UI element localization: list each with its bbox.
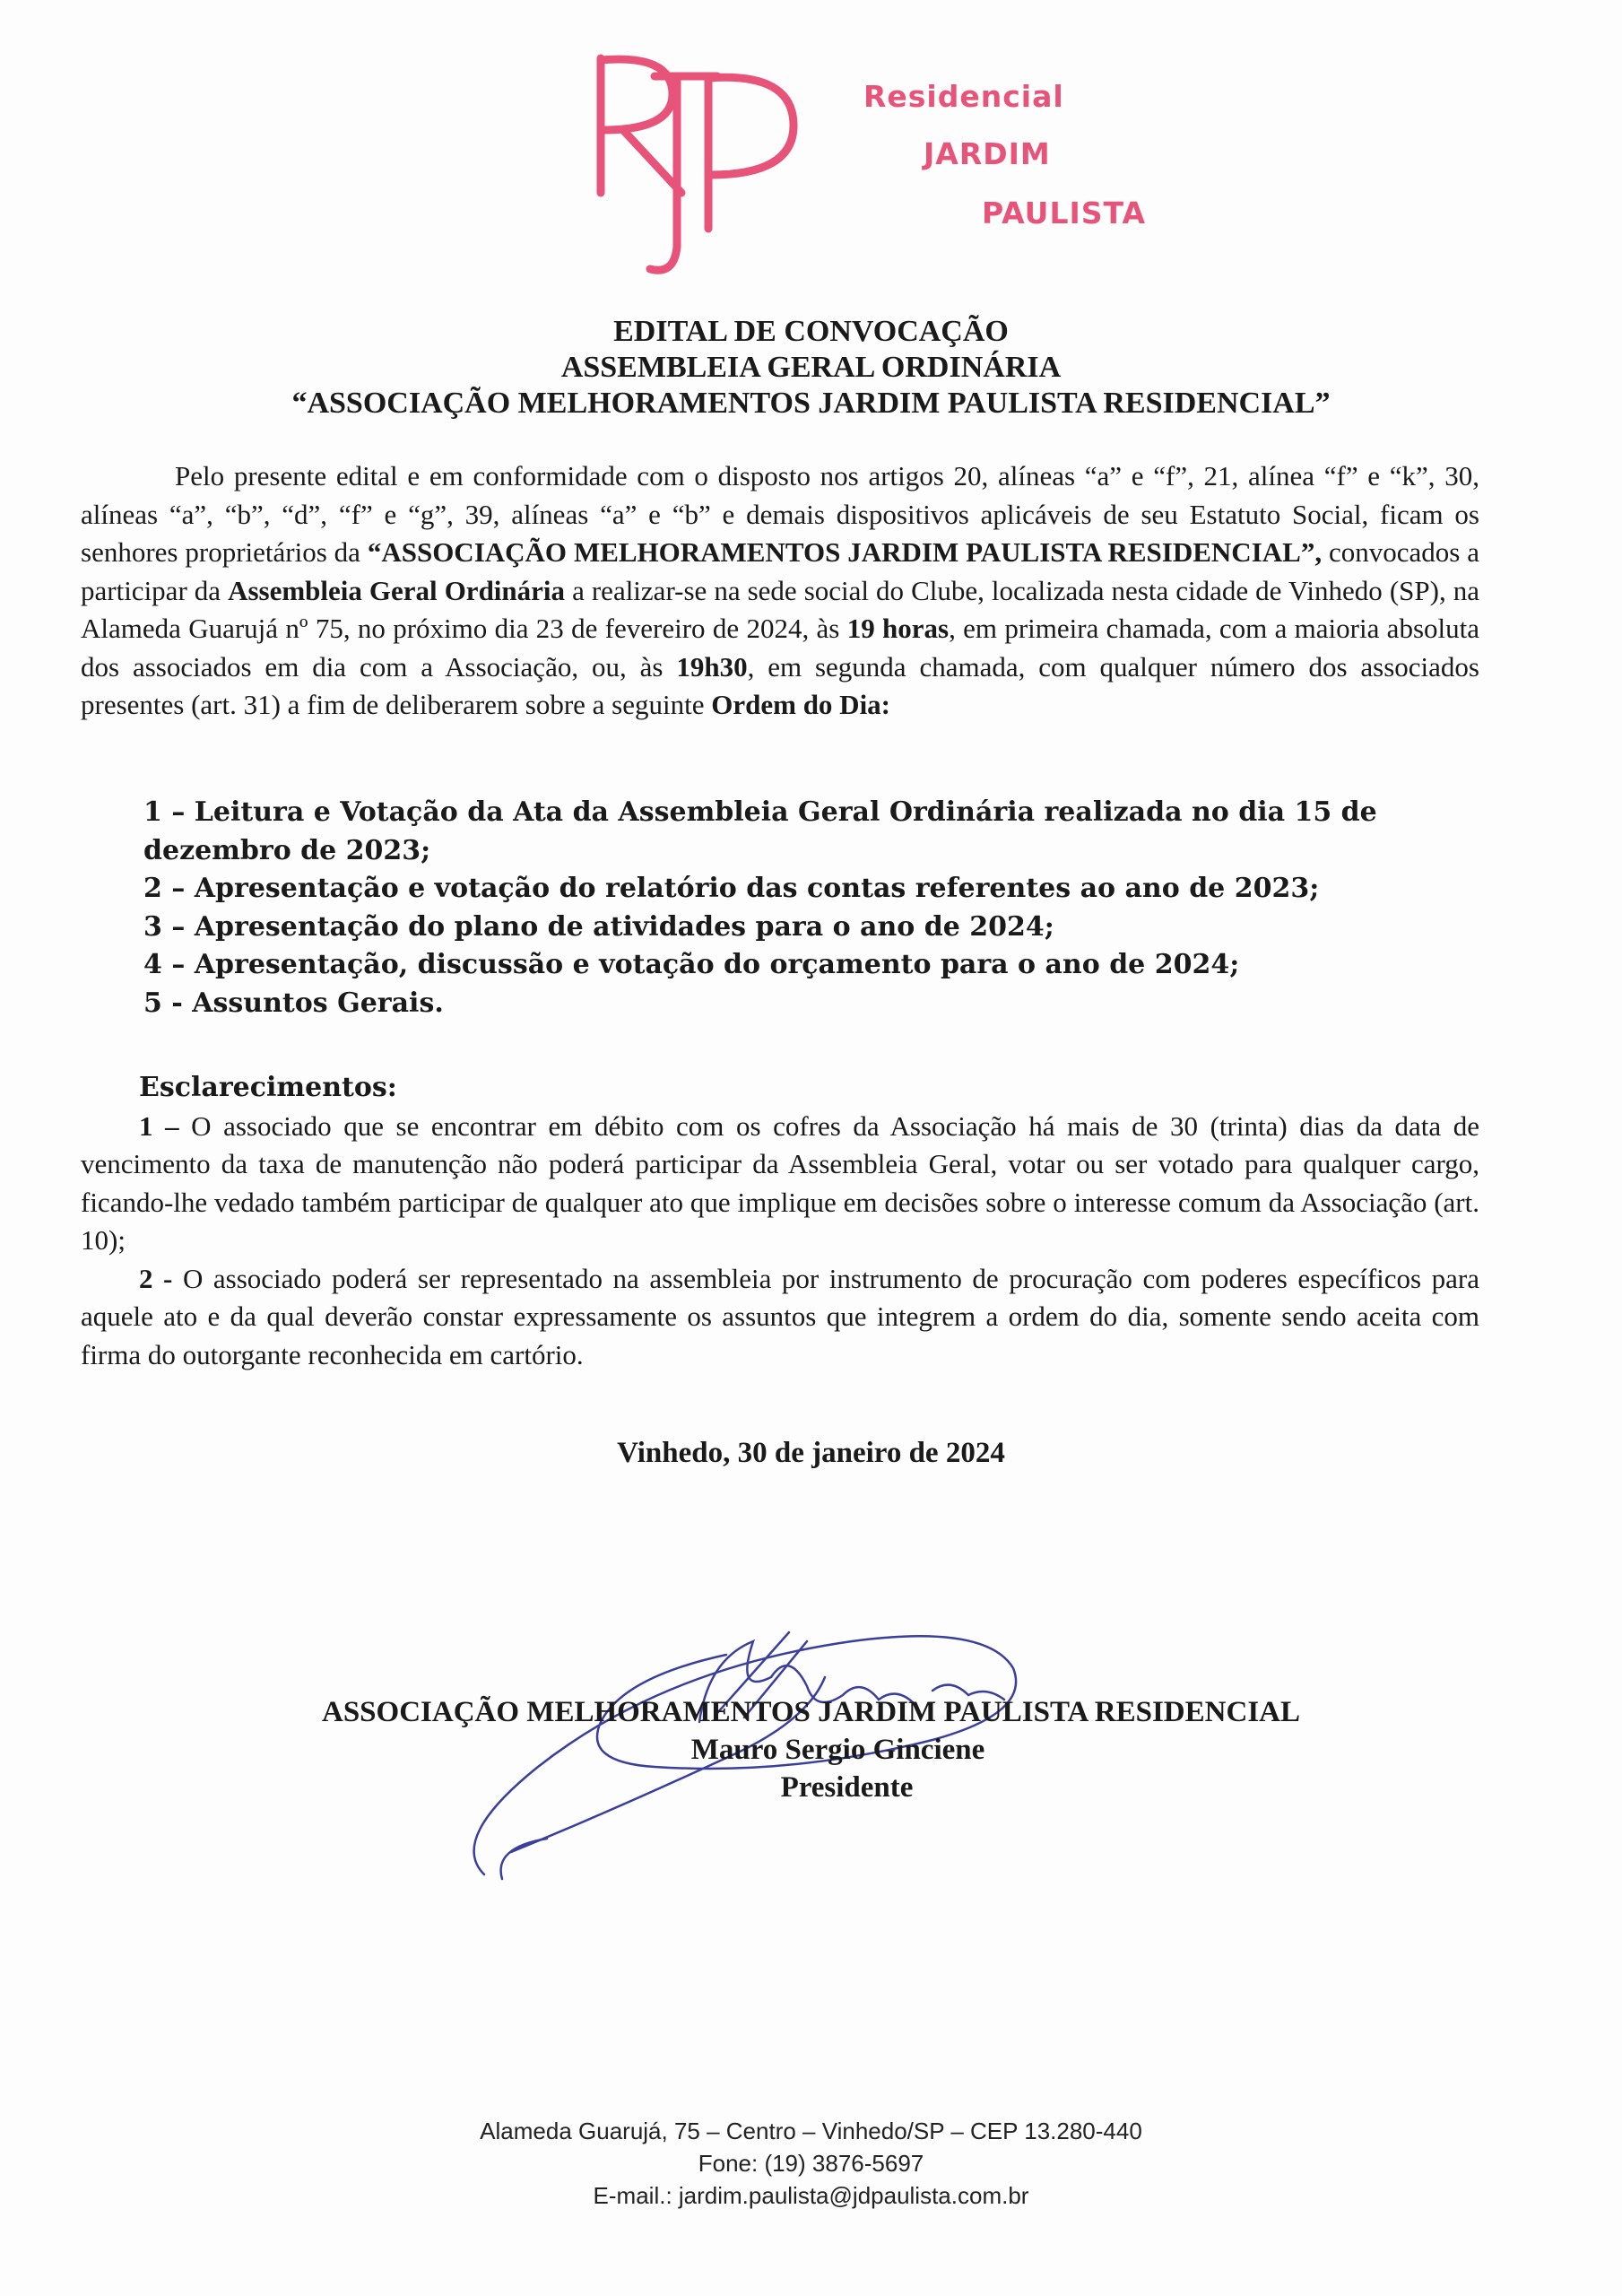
clarifications-section — [81, 1069, 1479, 1374]
first-call-time: 19 horas — [846, 613, 950, 644]
footer-phone: Fone: (19) 3876-5697 — [698, 2150, 924, 2177]
clarification-text: O associado poderá ser representado na assembleia por instrumento de procuração com poderes específicos para aquele ato e da qual deverão constar expressamente os assuntos que integrem a ordem do dia, somente sendo aceita com firma do outorgante reconhecida em cartório. — [81, 1262, 1479, 1370]
footer-email: E-mail.: jardim.paulista@jdpaulista.com.br — [593, 2182, 1029, 2209]
signatory-org: ASSOCIAÇÃO MELHORAMENTOS JARDIM PAULISTA RESIDENCIAL — [322, 1696, 1300, 1728]
footer-address: Alameda Guarujá, 75 – Centro – Vinhedo/SP – CEP 13.280-440 — [480, 2118, 1142, 2144]
assembly-name: Assembleia Geral Ordinária — [228, 574, 566, 606]
agenda-label: Ordem do Dia: — [711, 689, 891, 720]
title-line2: ASSEMBLEIA GERAL ORDINÁRIA — [560, 351, 1062, 384]
second-call-time: 19h30 — [676, 650, 748, 683]
signatory-block — [0, 1693, 1622, 1806]
clarifications-title: Esclarecimentos: — [139, 1072, 397, 1103]
agenda-item: 5 - Assuntos Gerais. — [143, 987, 444, 1019]
date-line: Vinhedo, 30 de janeiro de 2024 — [617, 1437, 1005, 1469]
document-title — [0, 314, 1622, 422]
agenda-item: 3 – Apresentação do plano de atividades para o ano de 2024; — [143, 910, 1054, 943]
letterhead-line2: JARDIM — [924, 136, 1051, 171]
association-name: “ASSOCIAÇÃO MELHORAMENTOS JARDIM PAULISTA RESIDENCIAL”, — [367, 536, 1323, 568]
signatory-role: Presidente — [780, 1771, 914, 1804]
clarification-number: 2 - — [139, 1262, 173, 1294]
title-line1: EDITAL DE CONVOCAÇÃO — [613, 315, 1009, 348]
clarification-number: 1 – — [139, 1109, 179, 1142]
title-line3: “ASSOCIAÇÃO MELHORAMENTOS JARDIM PAULISTA RESIDENCIAL” — [291, 387, 1331, 420]
clarification-text: O associado que se encontrar em débito com os cofres da Associação há mais de 30 (trinta) dias da data de vencimento da taxa de manutenção não poderá participar da Assembleia Geral, votar ou ser votado para qualquer cargo, ficando-lhe vedado também participar de qualquer ato que implique em decisões sobre o interesse comum da Associação (art. 10); — [81, 1109, 1480, 1256]
footer — [0, 2115, 1622, 2212]
agenda-list — [143, 794, 1479, 1022]
intro-text-5: , em segunda chamada, com qualquer número dos associados presentes (art. 31) a fim de deliberarem sobre a seguinte — [81, 650, 1479, 720]
agenda-item: 1 – Leitura e Votação da Ata da Assembleia Geral Ordinária realizada no dia 15 de dezembro de 2023; — [143, 796, 1377, 866]
intro-text-2: convocados a participar da — [81, 536, 1479, 606]
rjp-logo — [574, 40, 807, 283]
letterhead-line3: PAULISTA — [982, 196, 1147, 230]
agenda-item: 4 – Apresentação, discussão e votação do orçamento para o ano de 2024; — [143, 949, 1240, 980]
intro-text-1: Pelo presente edital e em conformidade com o disposto nos artigos 20, alíneas “a” e “f”, 21, alínea “f” e “k”, 30, alíneas “a”, “b”, “d”, “f” e “g”, 39, alíneas “a” e “b” e demais dispositivos aplicáveis de seu Estatuto Social, ficam os senhores proprietários da — [81, 460, 1479, 568]
agenda-item: 2 – Apresentação e votação do relatório das contas referentes ao ano de 2023; — [143, 873, 1320, 904]
intro-paragraph — [81, 457, 1479, 725]
clarification-item — [81, 1108, 1479, 1260]
clarification-item — [81, 1260, 1479, 1375]
intro-text-3: a realizar-se na sede social do Clube, localizada nesta cidade de Vinhedo (SP), na Alameda Guarujá nº 75, no próximo dia 23 de fevereiro de 2024, às — [81, 574, 1479, 644]
letterhead-line1: Residencial — [863, 79, 1064, 114]
signatory-name: Mauro Sergio Ginciene — [690, 1734, 985, 1766]
intro-text-4: , em primeira chamada, com a maioria absoluta dos associados em dia com a Associação, ou, às — [81, 613, 1479, 683]
